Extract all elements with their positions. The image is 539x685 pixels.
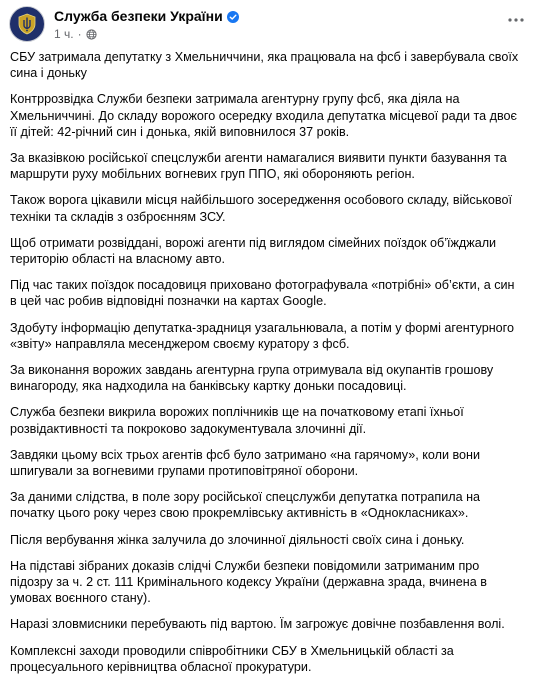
post-paragraph-10: Завдяки цьому всіх трьох агентів фсб було затримано «на гарячому», коли вони шпигували за вогневими групами протиповітряної оборони. bbox=[10, 447, 481, 479]
post-body bbox=[10, 49, 524, 685]
page-name-link[interactable]: Служба безпеки України bbox=[54, 8, 223, 24]
post-paragraph-8: За виконання ворожих завдань агентурна група отримувала від окупантів грошову винагороду, яка надходила на банківську картку доньки посадовиці. bbox=[10, 363, 494, 394]
post-paragraph-2: Контррозвідка Служби безпеки затримала агентурну групу фсб, яка діяла на Хмельниччині. До складу ворожого осередку входила депутатка місцевої ради та двоє її дітей: 42-річний син і донька, якій виповнилося 37 років. bbox=[10, 92, 517, 139]
post-paragraph-12: Після вербування жінка залучила до злочинної діяльності своїх сина і доньку. bbox=[10, 532, 465, 547]
author-row bbox=[54, 7, 239, 25]
post-meta bbox=[54, 27, 97, 41]
page-avatar[interactable] bbox=[9, 6, 45, 42]
post-paragraph-9: Служба безпеки викрила ворожих поплічників ще на початковому етапі їхньої розвідактивності та покроково задокументувала злочинні дії. bbox=[10, 405, 464, 436]
more-options-icon bbox=[508, 18, 524, 22]
post-paragraph-13: На підставі зібраних доказів слідчі Служби безпеки повідомили затриманим про підозру за ч. 2 ст. 111 Кримінального кодексу України (державна зрада, вчинена в умовах воєнного стану). bbox=[10, 558, 487, 606]
post-paragraph-3: За вказівкою російської спецслужби агенти намагалися виявити пункти базування та маршрути руху мобільних вогневих груп ППО, які обороняють регіон. bbox=[10, 151, 507, 182]
post-paragraph-14: Наразі зловмисники перебувають під вартою. Їм загрожує довічне позбавлення волі. bbox=[10, 617, 505, 632]
sbu-emblem-icon bbox=[15, 12, 39, 36]
verified-badge-icon bbox=[227, 10, 239, 22]
meta-separator: · bbox=[77, 27, 82, 41]
post-paragraph-5: Щоб отримати розвіддані, ворожі агенти під виглядом сімейних поїздок об’їжджали територію області на власному авто. bbox=[10, 235, 497, 267]
post-paragraph-6: Під час таких поїздок посадовиця приховано фотографувала «потрібні» об’єкти, а син в цей час робив відповідні позначки на картах Google. bbox=[10, 278, 515, 309]
post-paragraph-15: Комплексні заходи проводили співробітники СБУ в Хмельницькій області за процесуального керівництва обласної прокуратури. bbox=[10, 643, 454, 674]
post-paragraph-4: Також ворога цікавили місця найбільшого зосередження особового складу, військової техніки та складів з озброєнням ЗСУ. bbox=[10, 193, 512, 224]
post-paragraph-7: Здобуту інформацію депутатка-зрадниця узагальнювала, а потім у формі агентурного «звіту» направляла месенджером своєму куратору з фсб. bbox=[10, 320, 514, 351]
post-paragraph-1: СБУ затримала депутатку з Хмельниччини, яка працювала на фсб і завербувала своїх сина і доньку bbox=[10, 50, 519, 81]
globe-icon[interactable] bbox=[86, 29, 97, 40]
post-header bbox=[9, 6, 530, 44]
post-paragraph-11: За даними слідства, в поле зору російської спецслужби депутатка потрапила на початку цього року через свою прокремлівську активність в «Однокласниках». bbox=[10, 490, 481, 521]
more-options-button[interactable] bbox=[502, 10, 530, 30]
post-timestamp-link[interactable]: 1 ч. bbox=[54, 27, 74, 41]
